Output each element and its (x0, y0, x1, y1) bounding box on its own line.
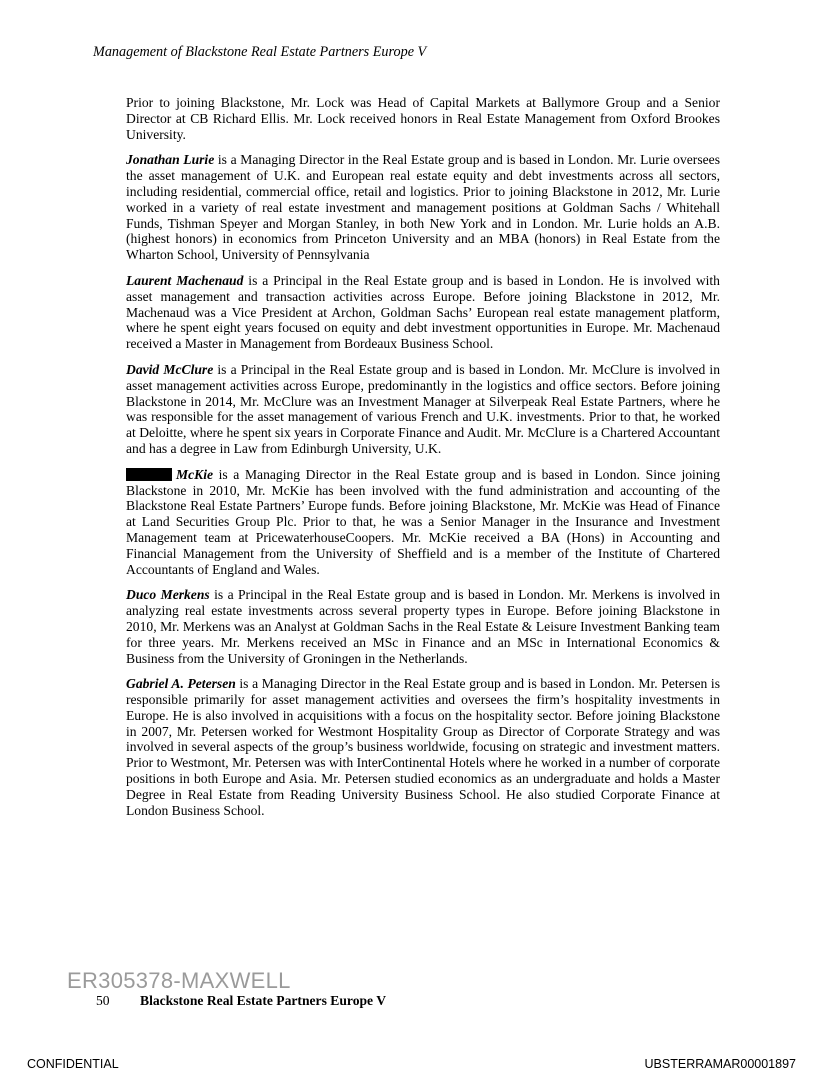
page-number: 50 (96, 993, 110, 1008)
paragraph-text: is a Principal in the Real Estate group and is based in London. He is involved with asset management and transaction activities across Europe. Before joining Blackstone in 2012, Mr. Machenaud was a Vice President at Archon, Goldman Sachs’ European real estate management platform, where he spent eight years focused on equity and debt investment opportunities in Europe. Mr. Machenaud received a Master in Management from Bordeaux Business School. (126, 272, 720, 352)
page-footer (96, 993, 386, 1009)
paragraph-merkens (126, 587, 720, 666)
paragraph-text: is a Managing Director in the Real Estate group and is based in London. Since joining Blackstone in 2010, Mr. McKie has been involved with the fund administration and accounting of the Blackstone Real Estate Partners’ Europe funds. Before joining Blackstone, Mr. McKie was Head of Finance at Land Securities Group Plc. Prior to that, he was a Senior Manager in the Insurance and Investment Management team at PricewaterhouseCoopers. Mr. McKie received a BA (Hons) in Accounting and Financial Management from the University of Sheffield and is a member of the Institute of Chartered Accountants of England and Wales. (126, 466, 720, 577)
paragraph-text: is a Managing Director in the Real Estate group and is based in London. Mr. Lurie oversees the asset management of U.K. and European real estate equity and debt investments across all sectors, including residential, commercial office, retail and logistics. Prior to joining Blackstone in 2012, Mr. Lurie worked in a variety of real estate investment and management positions at Goldman Sachs / Whitehall Funds, Tishman Speyer and Morgan Stanley, in both New York and in London. Mr. Lurie holds an A.B. (highest honors) in economics from Princeton University and an MBA (honors) in Real Estate from the Wharton School, University of Pennsylvania (126, 152, 720, 263)
footer-title: Blackstone Real Estate Partners Europe V (140, 993, 387, 1008)
exhibit-stamp: ER305378-MAXWELL (67, 968, 291, 993)
paragraph-text: is a Principal in the Real Estate group and is based in London. Mr. McClure is involved in asset management activities across Europe, predominantly in the logistics and office sectors. Before joining Blackstone in 2014, Mr. McClure was an Investment Manager at Silverpeak Real Estate Partners, where he was responsible for the asset management of various French and U.K. investments. Prior to that, he worked at Deloitte, where he spent six years in Corporate Finance and Audit. Mr. McClure is a Chartered Accountant and has a degree in Law from Edinburgh University, U.K. (126, 361, 720, 456)
confidential-label: CONFIDENTIAL (27, 1057, 119, 1071)
person-name: Gabriel A. Petersen (126, 676, 236, 692)
paragraph-petersen (126, 676, 720, 818)
redaction-box (126, 468, 172, 481)
bates-number: UBSTERRAMAR00001897 (644, 1057, 796, 1071)
paragraph-text: Prior to joining Blackstone, Mr. Lock was Head of Capital Markets at Ballymore Group and a Senior Director at CB Richard Ellis. Mr. Lock received honors in Real Estate Management from Oxford Brookes University. (126, 95, 720, 142)
running-header: Management of Blackstone Real Estate Partners Europe V (93, 44, 427, 60)
paragraph-lurie (126, 152, 720, 263)
paragraph-lock (126, 95, 720, 142)
person-name: Duco Merkens (126, 587, 210, 603)
paragraph-text: is a Principal in the Real Estate group and is based in London. Mr. Merkens is involved in analyzing real estate investments across several property types in Europe. Before joining Blackstone in 2010, Mr. Merkens was an Analyst at Goldman Sachs in the Real Estate & Leisure Investment Banking team for three years. Mr. Merkens received an MSc in Finance and an MSc in International Economics & Business from the University of Groningen in the Netherlands. (126, 587, 720, 666)
paragraph-mcclure (126, 362, 720, 457)
person-name: McKie (176, 466, 213, 482)
paragraph-text: is a Managing Director in the Real Estate group and is based in London. Mr. Petersen is responsible primarily for asset management activities and oversees the firm’s hospitality investments in Europe. He is also involved in acquisitions with a focus on the hospitality sector. Before joining Blackstone in 2007, Mr. Petersen worked for Westmont Hospitality Group as Director of Corporate Strategy and was involved in several aspects of the group’s business worldwide, focusing on strategic and investment matters. Prior to Westmont, Mr. Petersen was with InterContinental Hotels where he worked in a number of corporate positions in both Europe and Asia. Mr. Petersen studied economics as an undergraduate and holds a Master Degree in Real Estate from Reading University Business School. He also studied Corporate Finance at London Business School. (126, 676, 720, 818)
person-name: Laurent Machenaud (126, 272, 244, 288)
paragraph-machenaud (126, 273, 720, 352)
document-body (126, 95, 720, 828)
paragraph-mckie (126, 467, 720, 578)
person-name: Jonathan Lurie (126, 152, 215, 168)
person-name: David McClure (126, 361, 214, 377)
